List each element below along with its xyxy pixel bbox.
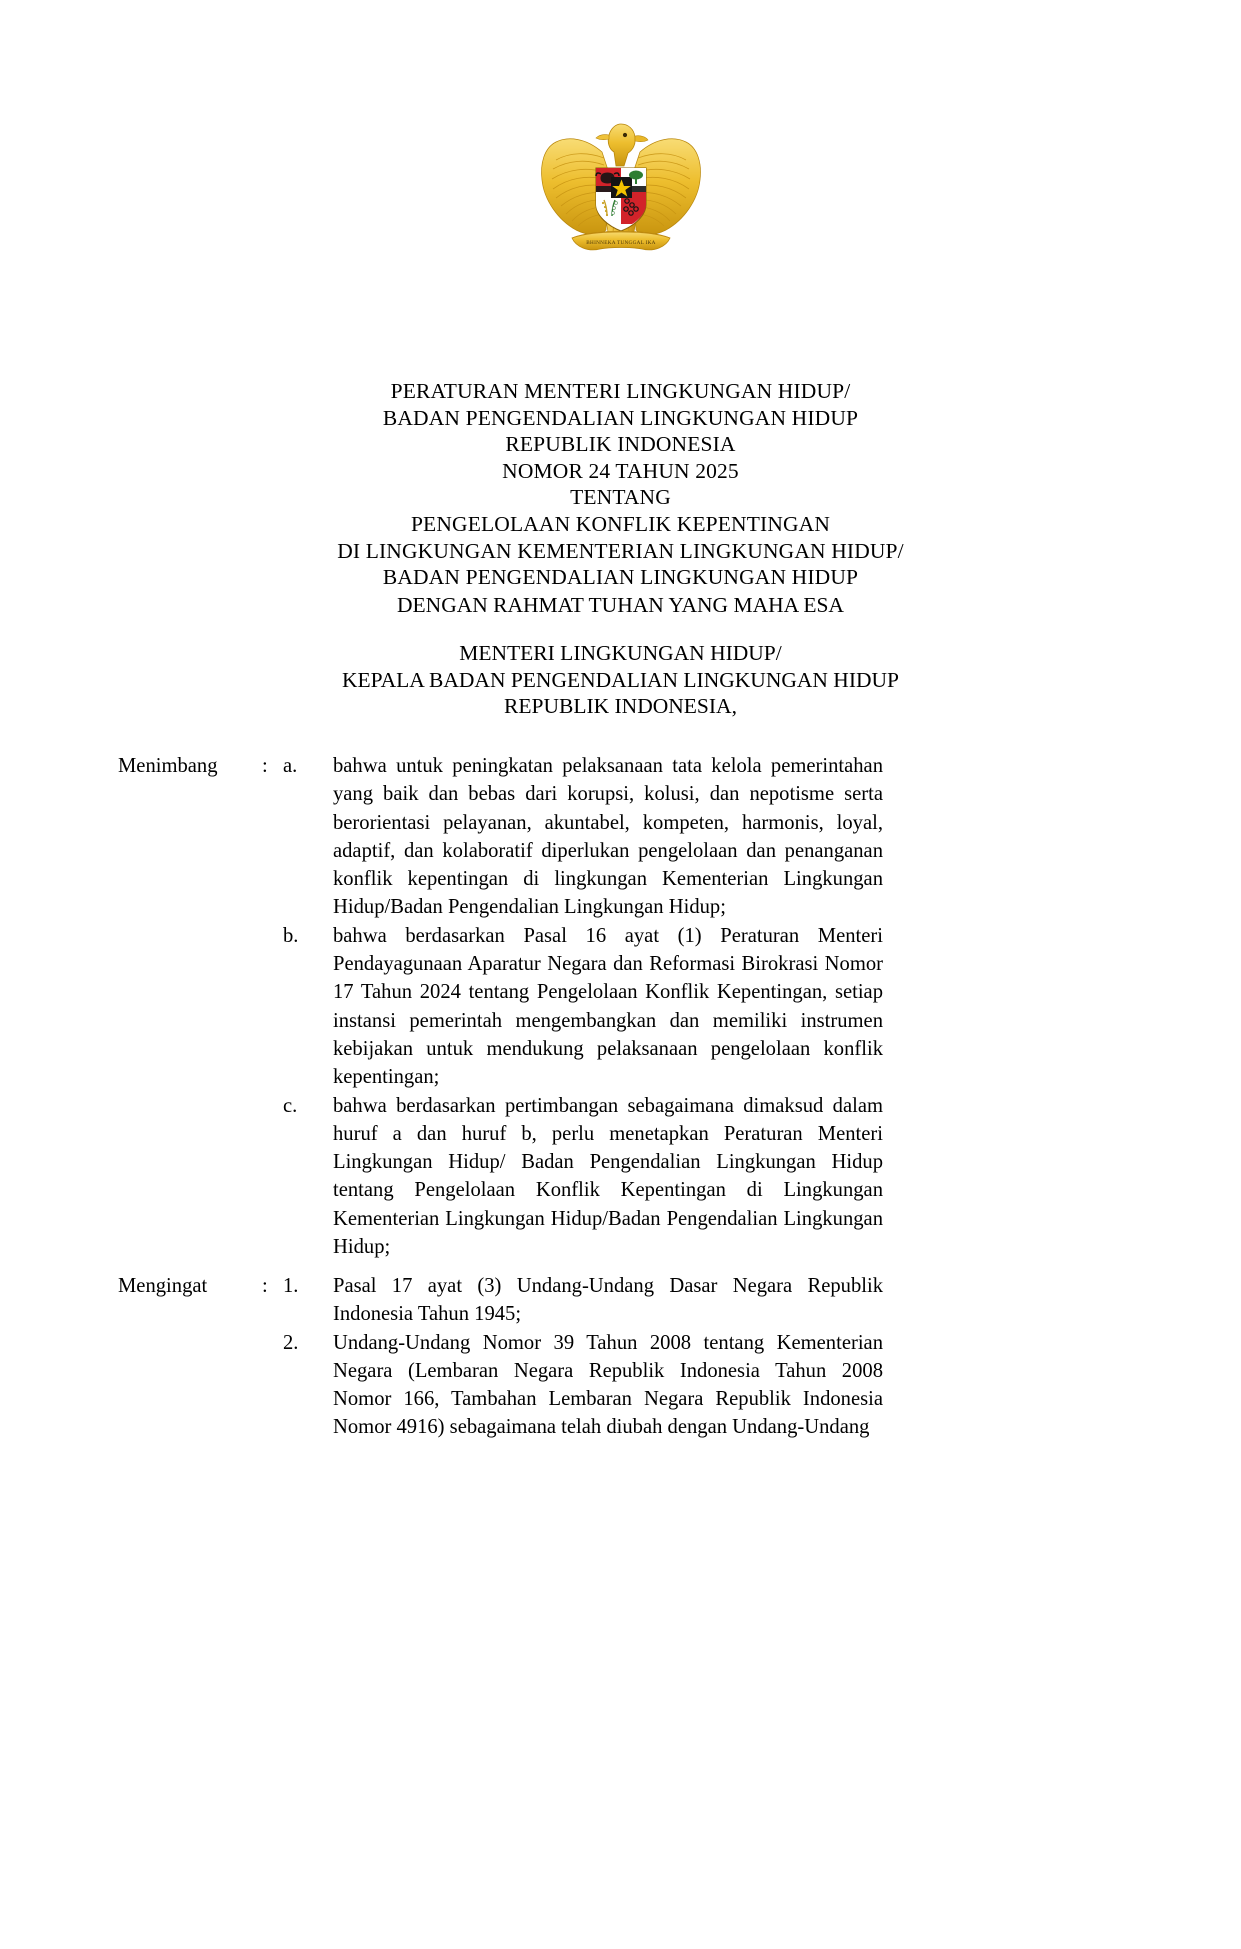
garuda-emblem-svg xyxy=(532,108,710,260)
clause-item xyxy=(118,1272,883,1329)
title-line-subject-2: DI LINGKUNGAN KEMENTERIAN LINGKUNGAN HIDUP/ xyxy=(337,538,904,563)
clause-marker: 2. xyxy=(283,1331,299,1354)
svg-text:BHINNEKA TUNGGAL IKA: BHINNEKA TUNGGAL IKA xyxy=(585,240,656,246)
emblem-container xyxy=(0,108,1241,260)
clause-marker: a. xyxy=(283,755,298,777)
title-line-number: NOMOR 24 TAHUN 2025 xyxy=(502,458,739,483)
blessing-line: DENGAN RAHMAT TUHAN YANG MAHA ESA xyxy=(397,593,844,617)
title-line-subject-1: PENGELOLAAN KONFLIK KEPENTINGAN xyxy=(410,511,831,536)
authority-line-3: REPUBLIK INDONESIA, xyxy=(504,694,737,719)
section-label: Mengingat xyxy=(118,1275,208,1297)
page-title xyxy=(0,378,1241,591)
clause-text: Undang-Undang Nomor 39 Tahun 2008 tentang Kementerian Negara (Lembaran Negara Republik Indonesia Tahun 2008 Nomor 166, Tambahan Lembaran Negara Republik Indonesia Nomor 4916) sebagaimana telah diubah dengan Undang-Undang xyxy=(333,1331,883,1439)
authority-line-2: KEPALA BADAN PENGENDALIAN LINGKUNGAN HIDUP xyxy=(342,667,899,692)
garuda-pancasila-emblem xyxy=(532,108,710,260)
authority-line-1: MENTERI LINGKUNGAN HIDUP/ xyxy=(459,641,782,665)
clause-text: Pasal 17 ayat (3) Undang-Undang Dasar Negara Republik Indonesia Tahun 1945; xyxy=(333,1275,883,1326)
motto-banner xyxy=(572,231,670,250)
section-colon: : xyxy=(262,1275,268,1297)
clause-item xyxy=(118,922,883,1092)
title-line-tentang: TENTANG xyxy=(570,485,671,510)
title-line-1: PERATURAN MENTERI LINGKUNGAN HIDUP/ xyxy=(390,379,851,403)
title-line-2: BADAN PENGENDALIAN LINGKUNGAN HIDUP xyxy=(382,405,859,430)
clause-text: bahwa berdasarkan pertimbangan sebagaimana dimaksud dalam huruf a dan huruf b, perlu menetapkan Peraturan Menteri Lingkungan Hidup/ Badan Pengendalian Lingkungan Hidup tentang Pengelolaan Konflik Kepentingan di Lingkungan Kementerian Lingkungan Hidup/Badan Pengendalian Lingkungan Hidup; xyxy=(333,1094,883,1259)
title-line-3: REPUBLIK INDONESIA xyxy=(505,432,736,457)
title-line-subject-3: BADAN PENGENDALIAN LINGKUNGAN HIDUP xyxy=(382,565,859,590)
clause-marker: c. xyxy=(283,1094,298,1117)
clause-text: bahwa untuk peningkatan pelaksanaan tata kelola pemerintahan yang baik dan bebas dari korupsi, kolusi, dan nepotisme serta berorientasi pelayanan, akuntabel, kompeten, harmonis, loyal, adaptif, dan kolaboratif diperlukan pengelolaan dan penanganan konflik kepentingan di lingkungan Kementerian Lingkungan Hidup/Badan Pengendalian Lingkungan Hidup; xyxy=(333,755,883,919)
clause-item xyxy=(118,1329,883,1442)
clause-item xyxy=(118,752,883,922)
clause-text: bahwa berdasarkan Pasal 16 ayat (1) Peraturan Menteri Pendayagunaan Aparatur Negara dan Reformasi Birokrasi Nomor 17 Tahun 2024 tentang Pengelolaan Konflik Kepentingan, setiap instansi pemerintah mengembangkan dan memiliki instrumen kebijakan untuk mendukung pelaksanaan pengelolaan konflik kepentingan; xyxy=(333,924,883,1089)
section-menimbang xyxy=(118,752,883,1261)
section-label: Menimbang xyxy=(118,755,218,777)
clause-marker: b. xyxy=(283,924,299,947)
clause-marker: 1. xyxy=(283,1275,299,1297)
clause-item xyxy=(118,1092,883,1262)
section-mengingat xyxy=(118,1272,883,1442)
issuing-authority xyxy=(0,640,1241,720)
section-colon: : xyxy=(262,755,268,777)
